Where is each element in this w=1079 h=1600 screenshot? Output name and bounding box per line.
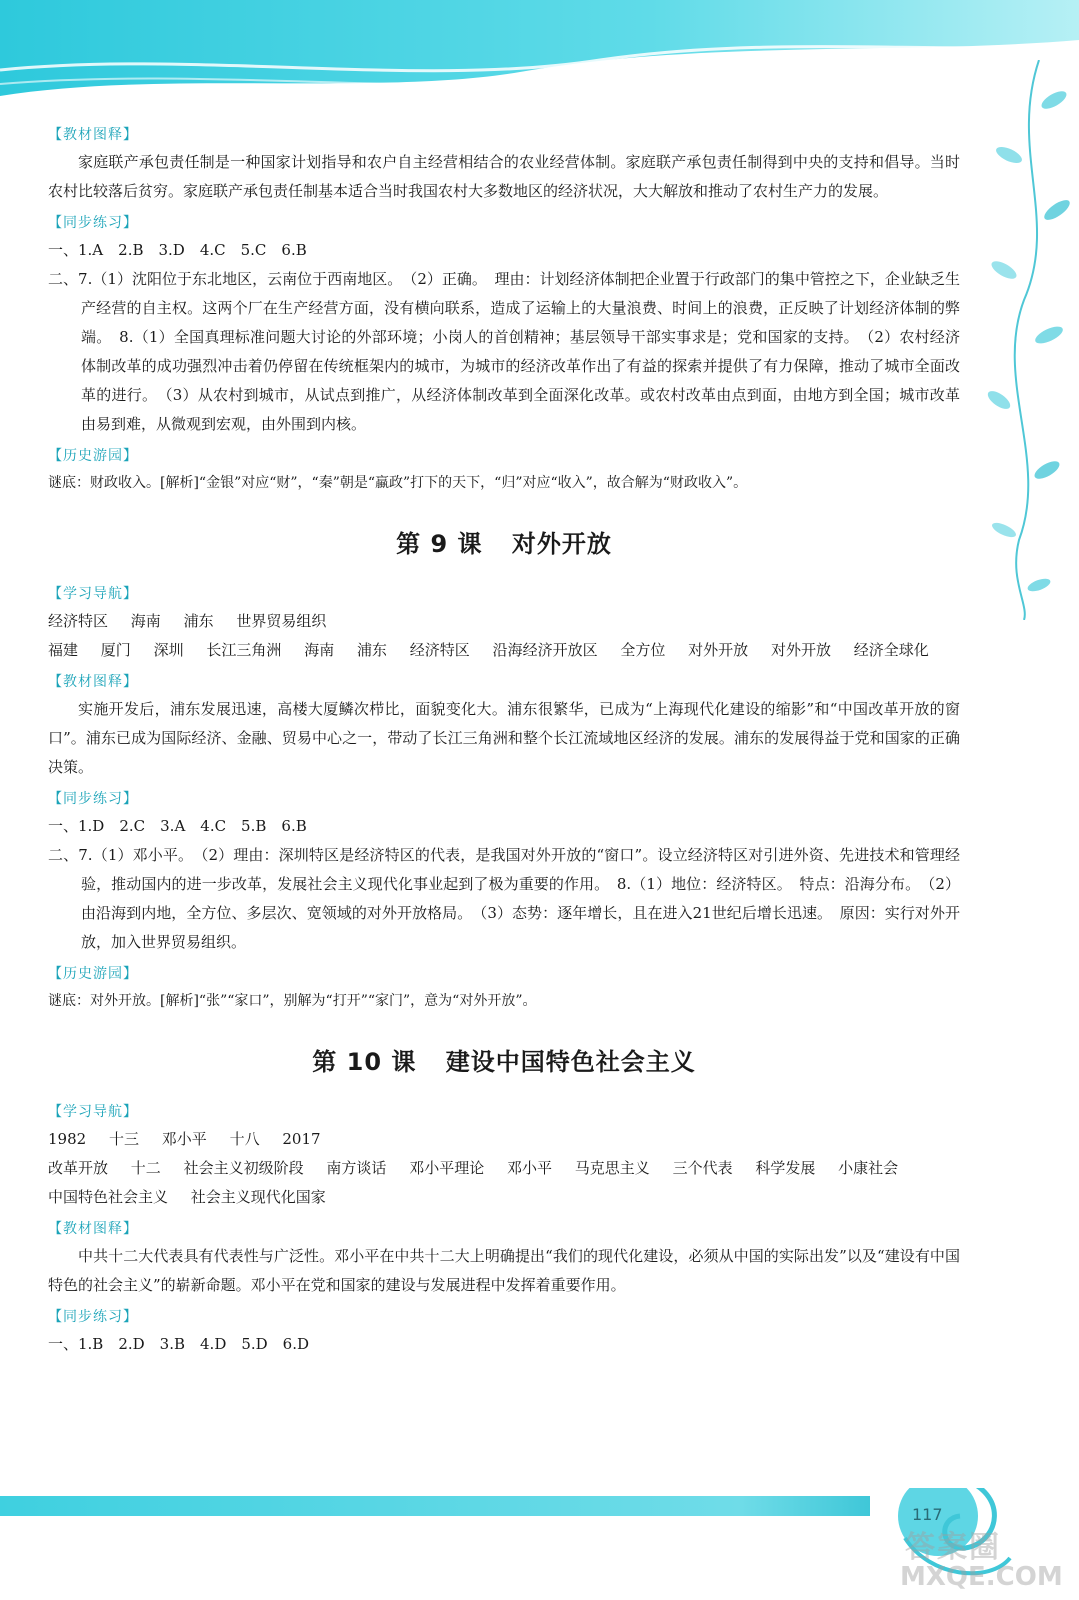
section-tag-tongbu: 【同步练习】 bbox=[48, 215, 138, 231]
keyword: 十八 bbox=[229, 1130, 260, 1148]
keyword: 福建 bbox=[48, 641, 79, 659]
section-tag-jiaocai: 【教材图释】 bbox=[48, 1221, 138, 1237]
keyword: 改革开放 bbox=[48, 1159, 109, 1177]
keyword: 对外开放 bbox=[770, 641, 831, 659]
keyword: 小康社会 bbox=[838, 1159, 899, 1177]
lesson-10-number: 第 10 课 bbox=[312, 1048, 417, 1076]
keyword: 浦东 bbox=[356, 641, 387, 659]
keyword: 经济特区 bbox=[409, 641, 470, 659]
keyword: 经济全球化 bbox=[853, 641, 929, 659]
lesson-9-name: 对外开放 bbox=[511, 530, 612, 558]
section-tag-xuexi: 【学习导航】 bbox=[48, 586, 138, 602]
page-number: 117 bbox=[912, 1505, 943, 1524]
keyword: 海南 bbox=[304, 641, 335, 659]
jiaocai-text: 家庭联产承包责任制是一种国家计划指导和农户自主经营相结合的农业经营体制。家庭联产承包责任制得到中央的支持和倡导。当时农村比较落后贫穷。家庭联产承包责任制基本适合当时我国农村大多数地区的经济状况，大大解放和推动了农村生产力的发展。 bbox=[48, 153, 960, 200]
keyword: 中国特色社会主义 bbox=[48, 1188, 169, 1206]
open-answers: 二、7.（1）沈阳位于东北地区，云南位于西南地区。 （2）正确。 理由：计划经济体制把企业置于行政部门的集中管控之下，企业缺乏生产经营的自主权。这两个厂在生产经营方面，没有横向联系，造成了运输上的大量浪费、时间上的浪费，正反映了计划经济体制的弊端。 8.（1）全国真理标准问题大讨论的外部环境；小岗人的首创精神；基层领导干部实事求是；党和国家的支持。 （2）农村经济体制改革的成功强烈冲击着仍停留在传统框架内的城市，为城市的经济改革作出了有益的探索并提供了有力保障，推动了城市全面改革的进行。 （3）从农村到城市，从试点到推广，从经济体制改革到全面深化改革。或农村改革由点到面，由地方到全国；城市改革由易到难，从微观到宏观，由外围到内核。 bbox=[48, 270, 960, 433]
keyword: 1982 bbox=[48, 1130, 87, 1148]
vine-decoration bbox=[969, 60, 1079, 620]
keyword: 沿海经济开放区 bbox=[492, 641, 598, 659]
section-tag-jiaocai: 【教材图释】 bbox=[48, 127, 138, 143]
jiaocai-text: 实施开发后，浦东发展迅速，高楼大厦鳞次栉比，面貌变化大。浦东很繁华，已成为“上海现代化建设的缩影”和“中国改革开放的窗口”。浦东已成为国际经济、金融、贸易中心之一，带动了长江三角洲和整个长江流域地区经济的发展。浦东的发展得益于党和国家的正确决策。 bbox=[48, 700, 960, 776]
keyword: 经济特区 bbox=[48, 612, 109, 630]
keyword: 世界贸易组织 bbox=[236, 612, 327, 630]
keyword: 社会主义现代化国家 bbox=[190, 1188, 326, 1206]
riddle-answer: 谜底：对外开放。[解析]“张”“家口”，别解为“打开”“家门”，意为“对外开放”。 bbox=[48, 993, 537, 1009]
lesson-10-title bbox=[48, 1042, 960, 1077]
keyword: 全方位 bbox=[620, 641, 666, 659]
choice-answers: 一、1.D 2.C 3.A 4.C 5.B 6.B bbox=[48, 817, 307, 835]
nav-keywords-line3 bbox=[48, 1183, 960, 1212]
nav-keywords-line1 bbox=[48, 1125, 960, 1154]
keyword: 科学发展 bbox=[755, 1159, 816, 1177]
keyword: 邓小平 bbox=[506, 1159, 552, 1177]
keyword: 浦东 bbox=[183, 612, 214, 630]
keyword: 深圳 bbox=[153, 641, 184, 659]
riddle-answer: 谜底：财政收入。[解析]“金银”对应“财”，“秦”朝是“蠃政”打下的天下，“归”对应“收入”，故合解为“财政收入”。 bbox=[48, 475, 748, 491]
keyword: 长江三角洲 bbox=[206, 641, 282, 659]
jiaocai-text: 中共十二大代表具有代表性与广泛性。邓小平在中共十二大上明确提出“我们的现代化建设，必须从中国的实际出发”以及“建设有中国特色的社会主义”的崭新命题。邓小平在党和国家的建设与发展进程中发挥着重要作用。 bbox=[48, 1247, 960, 1294]
keyword: 厦门 bbox=[100, 641, 131, 659]
section-tag-tongbu: 【同步练习】 bbox=[48, 791, 138, 807]
lesson-10-name: 建设中国特色社会主义 bbox=[445, 1048, 696, 1076]
section-tag-lishi: 【历史游园】 bbox=[48, 448, 138, 464]
keyword: 三个代表 bbox=[672, 1159, 733, 1177]
keyword: 社会主义初级阶段 bbox=[183, 1159, 304, 1177]
choice-answers: 一、1.A 2.B 3.D 4.C 5.C 6.B bbox=[48, 241, 307, 259]
lesson-9-number: 第 9 课 bbox=[396, 530, 483, 558]
keyword: 马克思主义 bbox=[574, 1159, 650, 1177]
lesson-9-title bbox=[48, 524, 960, 559]
section-tag-lishi: 【历史游园】 bbox=[48, 966, 138, 982]
section-tag-tongbu: 【同步练习】 bbox=[48, 1309, 138, 1325]
section-tag-jiaocai: 【教材图释】 bbox=[48, 674, 138, 690]
keyword: 海南 bbox=[130, 612, 161, 630]
nav-keywords-line1 bbox=[48, 607, 960, 636]
keyword: 邓小平理论 bbox=[409, 1159, 485, 1177]
watermark-url: MXQE.COM bbox=[900, 1562, 1063, 1592]
watermark-brand: 答案圈 bbox=[905, 1530, 1001, 1565]
section-tag-xuexi: 【学习导航】 bbox=[48, 1104, 138, 1120]
choice-answers: 一、1.B 2.D 3.B 4.D 5.D 6.D bbox=[48, 1335, 310, 1353]
keyword: 南方谈话 bbox=[326, 1159, 387, 1177]
nav-keywords-line2 bbox=[48, 636, 960, 665]
keyword: 邓小平 bbox=[161, 1130, 207, 1148]
nav-keywords-line2 bbox=[48, 1154, 960, 1183]
keyword: 2017 bbox=[282, 1130, 321, 1148]
open-answers: 二、7.（1）邓小平。 （2）理由：深圳特区是经济特区的代表，是我国对外开放的“窗口”。设立经济特区对引进外资、先进技术和管理经验，推动国内的进一步改革，发展社会主义现代化事业起到了极为重要的作用。 8.（1）地位：经济特区。 特点：沿海分布。 （2）由沿海到内地，全方位、多层次、宽领域的对外开放格局。 （3）态势：逐年增长，且在进入21世纪后增长迅速。 原因：实行对外开放，加入世界贸易组织。 bbox=[48, 846, 960, 951]
page-content bbox=[48, 118, 960, 1359]
keyword: 十二 bbox=[130, 1159, 161, 1177]
top-banner bbox=[0, 0, 1079, 110]
keyword: 十三 bbox=[108, 1130, 139, 1148]
keyword: 对外开放 bbox=[688, 641, 749, 659]
